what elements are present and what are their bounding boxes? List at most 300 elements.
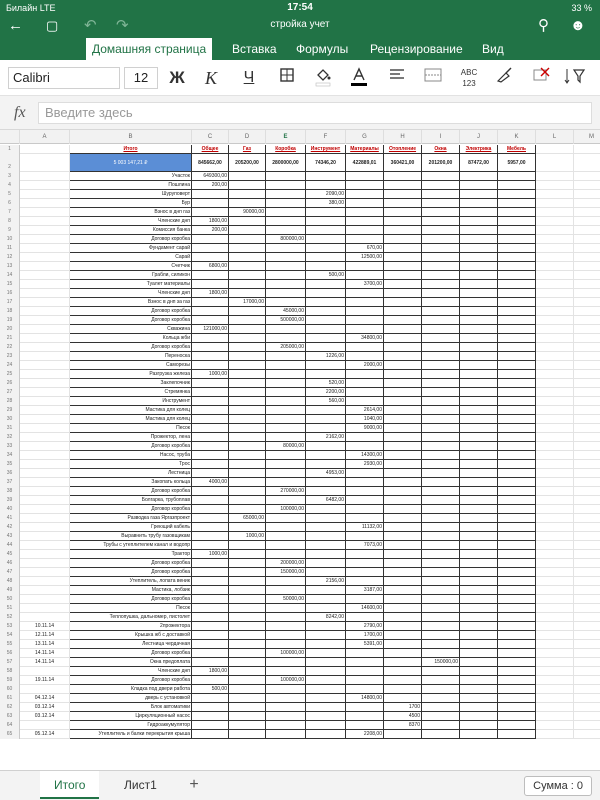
cell-m[interactable] — [574, 649, 600, 658]
cell-a[interactable] — [20, 262, 70, 271]
cell-k[interactable] — [498, 658, 536, 667]
cell-i[interactable] — [422, 532, 460, 541]
cell-k[interactable] — [498, 667, 536, 676]
cell-m[interactable] — [574, 307, 600, 316]
cell-k[interactable] — [498, 685, 536, 694]
share-icon[interactable]: ▢ — [46, 18, 59, 33]
cell-d[interactable] — [229, 253, 266, 262]
cell-e[interactable] — [266, 523, 306, 532]
cell-l[interactable] — [536, 685, 574, 694]
cell-m[interactable] — [574, 289, 600, 298]
cell-f[interactable] — [306, 334, 346, 343]
cell-h[interactable] — [384, 577, 422, 586]
cell-e[interactable] — [266, 496, 306, 505]
cell-b[interactable]: Договор коробка — [70, 595, 192, 604]
cell-e[interactable] — [266, 262, 306, 271]
cell-c[interactable]: 1000,00 — [192, 370, 229, 379]
cell-h[interactable] — [384, 334, 422, 343]
header-cell-g[interactable]: Материалы — [346, 145, 384, 154]
cell-k[interactable] — [498, 496, 536, 505]
cell-k[interactable] — [498, 289, 536, 298]
row-number[interactable]: 11 — [0, 244, 20, 253]
cell-g[interactable] — [346, 649, 384, 658]
cell-i[interactable] — [422, 226, 460, 235]
cell-l[interactable] — [536, 721, 574, 730]
cell-b[interactable]: Песок — [70, 424, 192, 433]
cell-i[interactable] — [422, 523, 460, 532]
cell-j[interactable] — [460, 244, 498, 253]
cell-e[interactable] — [266, 604, 306, 613]
cell-g[interactable] — [346, 271, 384, 280]
cell-d[interactable] — [229, 415, 266, 424]
cell-h[interactable] — [384, 595, 422, 604]
column-header-i[interactable]: I — [422, 130, 460, 144]
cell-f[interactable] — [306, 685, 346, 694]
cell-c[interactable]: 121000,00 — [192, 325, 229, 334]
cell-d[interactable] — [229, 730, 266, 739]
cell-i[interactable] — [422, 289, 460, 298]
cell-h[interactable] — [384, 487, 422, 496]
cell-e[interactable] — [266, 424, 306, 433]
cell-l[interactable] — [536, 343, 574, 352]
cell-d[interactable] — [229, 442, 266, 451]
cell-m[interactable] — [574, 730, 600, 739]
cell-f[interactable] — [306, 667, 346, 676]
row-number[interactable]: 54 — [0, 631, 20, 640]
cell-i[interactable] — [422, 199, 460, 208]
row-number[interactable]: 4 — [0, 181, 20, 190]
cell-a[interactable] — [20, 496, 70, 505]
cell-d[interactable]: 90000,00 — [229, 208, 266, 217]
cell-e[interactable]: 45000,00 — [266, 307, 306, 316]
cell-l[interactable] — [536, 712, 574, 721]
cell-e[interactable] — [266, 712, 306, 721]
cell-c[interactable] — [192, 316, 229, 325]
cell-m[interactable] — [574, 352, 600, 361]
cell-l[interactable] — [536, 514, 574, 523]
cell-e[interactable]: 200000,00 — [266, 559, 306, 568]
cell-f[interactable] — [306, 478, 346, 487]
cell-a[interactable] — [20, 226, 70, 235]
cell-d[interactable]: 65000,00 — [229, 514, 266, 523]
cell-e[interactable]: 100000,00 — [266, 505, 306, 514]
cell-j[interactable] — [460, 379, 498, 388]
cell-g[interactable]: 2930,00 — [346, 460, 384, 469]
row-number[interactable]: 60 — [0, 685, 20, 694]
cell-b[interactable]: Закопать кольца — [70, 478, 192, 487]
cell-b[interactable]: Греющий кабель — [70, 523, 192, 532]
cell-d[interactable] — [229, 181, 266, 190]
cell-h[interactable] — [384, 208, 422, 217]
row-number[interactable]: 57 — [0, 658, 20, 667]
cell-l[interactable] — [536, 217, 574, 226]
cell-a[interactable]: 03.12.14 — [20, 712, 70, 721]
cell-h[interactable] — [384, 550, 422, 559]
cell-k[interactable] — [498, 253, 536, 262]
row-number[interactable]: 38 — [0, 487, 20, 496]
cell-k[interactable] — [498, 361, 536, 370]
cell-a[interactable]: 13.11.14 — [20, 640, 70, 649]
cell-j[interactable] — [460, 532, 498, 541]
cell-a[interactable] — [20, 559, 70, 568]
cell-b[interactable]: Насос, труба — [70, 451, 192, 460]
cell-l[interactable] — [536, 487, 574, 496]
row-number[interactable]: 9 — [0, 226, 20, 235]
cell-a[interactable] — [20, 532, 70, 541]
cell-a[interactable] — [20, 172, 70, 181]
total-cell-h[interactable]: 360421,00 — [384, 154, 422, 172]
cell-c[interactable] — [192, 649, 229, 658]
cell-m[interactable] — [574, 532, 600, 541]
cell-f[interactable] — [306, 712, 346, 721]
cell-g[interactable] — [346, 298, 384, 307]
sheet-tab-itogo[interactable]: Итого — [40, 771, 99, 799]
cell-j[interactable] — [460, 217, 498, 226]
cell-m[interactable] — [574, 334, 600, 343]
total-cell-f[interactable]: 74346,20 — [306, 154, 346, 172]
cell-b[interactable]: Шуруповерт — [70, 190, 192, 199]
cell-g[interactable]: 3700,00 — [346, 280, 384, 289]
cell-c[interactable]: 500,00 — [192, 685, 229, 694]
cell-i[interactable] — [422, 703, 460, 712]
cell-e[interactable] — [266, 190, 306, 199]
cell-j[interactable] — [460, 451, 498, 460]
cell-a[interactable] — [20, 325, 70, 334]
cell-l[interactable] — [536, 595, 574, 604]
cell-e[interactable] — [266, 271, 306, 280]
cell-d[interactable] — [229, 307, 266, 316]
cell-e[interactable] — [266, 199, 306, 208]
cell-j[interactable] — [460, 514, 498, 523]
cell-k[interactable] — [498, 604, 536, 613]
cell-l[interactable] — [536, 577, 574, 586]
cell-l[interactable] — [536, 586, 574, 595]
cell-e[interactable] — [266, 388, 306, 397]
row-number[interactable]: 34 — [0, 451, 20, 460]
cell-j[interactable] — [460, 190, 498, 199]
cell-l[interactable] — [536, 208, 574, 217]
cell-i[interactable] — [422, 649, 460, 658]
cell-h[interactable] — [384, 523, 422, 532]
cell-k[interactable] — [498, 226, 536, 235]
cell-g[interactable]: 2790,00 — [346, 622, 384, 631]
cell-l[interactable] — [536, 649, 574, 658]
cell-h[interactable] — [384, 379, 422, 388]
cell-d[interactable] — [229, 217, 266, 226]
cell-l[interactable] — [536, 244, 574, 253]
cell-j[interactable] — [460, 424, 498, 433]
cell-d[interactable] — [229, 424, 266, 433]
cell-f[interactable] — [306, 568, 346, 577]
cell-j[interactable] — [460, 316, 498, 325]
cell-j[interactable] — [460, 730, 498, 739]
cell-l[interactable] — [536, 235, 574, 244]
cell-b[interactable]: Договор коробка — [70, 487, 192, 496]
cell-e[interactable] — [266, 253, 306, 262]
cell-i[interactable] — [422, 577, 460, 586]
cell-j[interactable] — [460, 280, 498, 289]
cell-k[interactable] — [498, 640, 536, 649]
cell-l[interactable] — [536, 379, 574, 388]
cell-l[interactable] — [536, 631, 574, 640]
cell-i[interactable] — [422, 424, 460, 433]
cell-e[interactable] — [266, 280, 306, 289]
cell-m[interactable] — [574, 145, 600, 154]
cell-i[interactable] — [422, 208, 460, 217]
cell-c[interactable] — [192, 568, 229, 577]
cell-c[interactable] — [192, 235, 229, 244]
cell-b[interactable]: Договор коробка — [70, 442, 192, 451]
total-cell-d[interactable]: 205200,00 — [229, 154, 266, 172]
cell-h[interactable] — [384, 685, 422, 694]
cell-h[interactable] — [384, 352, 422, 361]
row-number[interactable]: 37 — [0, 478, 20, 487]
cell-i[interactable] — [422, 343, 460, 352]
row-number[interactable]: 36 — [0, 469, 20, 478]
row-number[interactable]: 18 — [0, 307, 20, 316]
cell-i[interactable] — [422, 325, 460, 334]
cell-b[interactable]: Утеплитель и балки перекрытия крыша — [70, 730, 192, 739]
cell-h[interactable] — [384, 307, 422, 316]
cell-l[interactable] — [536, 496, 574, 505]
cell-a[interactable] — [20, 586, 70, 595]
cell-a[interactable] — [20, 667, 70, 676]
cell-m[interactable] — [574, 361, 600, 370]
cell-h[interactable] — [384, 415, 422, 424]
cell-b[interactable]: Скважина — [70, 325, 192, 334]
cell-l[interactable] — [536, 271, 574, 280]
cell-c[interactable] — [192, 379, 229, 388]
cell-m[interactable] — [574, 343, 600, 352]
cell-d[interactable] — [229, 712, 266, 721]
cell-e[interactable] — [266, 298, 306, 307]
cell-k[interactable] — [498, 622, 536, 631]
cell-l[interactable] — [536, 316, 574, 325]
cell-d[interactable] — [229, 172, 266, 181]
cell-l[interactable] — [536, 199, 574, 208]
cell-j[interactable] — [460, 604, 498, 613]
cell-k[interactable] — [498, 406, 536, 415]
row-number[interactable]: 62 — [0, 703, 20, 712]
total-cell-i[interactable]: 201200,00 — [422, 154, 460, 172]
cell-j[interactable] — [460, 676, 498, 685]
cell-a[interactable] — [20, 289, 70, 298]
cell-b[interactable]: Договор коробка — [70, 568, 192, 577]
cell-d[interactable] — [229, 577, 266, 586]
cell-g[interactable] — [346, 676, 384, 685]
cell-k[interactable] — [498, 568, 536, 577]
cell-g[interactable]: 12500,00 — [346, 253, 384, 262]
cell-m[interactable] — [574, 604, 600, 613]
cell-b[interactable]: Заклепочник — [70, 379, 192, 388]
cell-h[interactable] — [384, 532, 422, 541]
cell-c[interactable] — [192, 658, 229, 667]
cell-f[interactable]: 560,00 — [306, 397, 346, 406]
cell-j[interactable] — [460, 262, 498, 271]
cell-g[interactable] — [346, 217, 384, 226]
cell-a[interactable] — [20, 190, 70, 199]
cell-e[interactable] — [266, 181, 306, 190]
cell-a[interactable] — [20, 595, 70, 604]
cell-f[interactable] — [306, 298, 346, 307]
cell-k[interactable] — [498, 235, 536, 244]
cell-f[interactable] — [306, 676, 346, 685]
cell-f[interactable] — [306, 694, 346, 703]
cell-k[interactable] — [498, 550, 536, 559]
cell-l[interactable] — [536, 730, 574, 739]
cell-i[interactable] — [422, 685, 460, 694]
cell-g[interactable] — [346, 172, 384, 181]
row-number[interactable]: 52 — [0, 613, 20, 622]
cell-a[interactable] — [20, 352, 70, 361]
cell-k[interactable] — [498, 415, 536, 424]
cell-f[interactable] — [306, 235, 346, 244]
cell-j[interactable] — [460, 541, 498, 550]
cell-k[interactable] — [498, 649, 536, 658]
cell-e[interactable] — [266, 469, 306, 478]
row-number[interactable]: 39 — [0, 496, 20, 505]
cell-j[interactable] — [460, 505, 498, 514]
cell-k[interactable] — [498, 577, 536, 586]
cell-i[interactable] — [422, 379, 460, 388]
cell-i[interactable] — [422, 712, 460, 721]
cell-l[interactable] — [536, 658, 574, 667]
sort-filter-button[interactable] — [562, 67, 588, 89]
cell-c[interactable] — [192, 352, 229, 361]
cell-l[interactable] — [536, 370, 574, 379]
cell-e[interactable]: 80000,00 — [266, 442, 306, 451]
cell-a[interactable] — [20, 505, 70, 514]
cell-i[interactable] — [422, 487, 460, 496]
cell-a[interactable] — [20, 613, 70, 622]
cell-d[interactable] — [229, 433, 266, 442]
cell-c[interactable] — [192, 640, 229, 649]
cell-g[interactable] — [346, 388, 384, 397]
cell-c[interactable] — [192, 334, 229, 343]
cell-f[interactable]: 6482,00 — [306, 496, 346, 505]
cell-i[interactable] — [422, 595, 460, 604]
cell-h[interactable] — [384, 262, 422, 271]
cell-m[interactable] — [574, 316, 600, 325]
cell-k[interactable] — [498, 325, 536, 334]
cell-c[interactable] — [192, 280, 229, 289]
row-number[interactable]: 41 — [0, 514, 20, 523]
cell-k[interactable] — [498, 505, 536, 514]
cell-i[interactable] — [422, 262, 460, 271]
cell-b[interactable]: Стремянка — [70, 388, 192, 397]
cell-f[interactable] — [306, 406, 346, 415]
cell-k[interactable] — [498, 172, 536, 181]
cell-i[interactable] — [422, 694, 460, 703]
column-header-a[interactable]: A — [20, 130, 70, 144]
row-number[interactable]: 25 — [0, 370, 20, 379]
cell-c[interactable] — [192, 388, 229, 397]
cell-m[interactable] — [574, 298, 600, 307]
cell-g[interactable]: 5391,00 — [346, 640, 384, 649]
cell-e[interactable] — [266, 244, 306, 253]
cell-i[interactable] — [422, 397, 460, 406]
cell-g[interactable]: 14300,00 — [346, 451, 384, 460]
row-number[interactable]: 17 — [0, 298, 20, 307]
cell-l[interactable] — [536, 550, 574, 559]
cell-k[interactable] — [498, 487, 536, 496]
cell-j[interactable] — [460, 370, 498, 379]
cell-c[interactable] — [192, 577, 229, 586]
cell-f[interactable] — [306, 550, 346, 559]
cell-g[interactable] — [346, 721, 384, 730]
cell-g[interactable] — [346, 478, 384, 487]
cell-j[interactable] — [460, 172, 498, 181]
row-number[interactable]: 10 — [0, 235, 20, 244]
cell-e[interactable] — [266, 460, 306, 469]
cell-e[interactable] — [266, 631, 306, 640]
cell-f[interactable] — [306, 253, 346, 262]
cell-h[interactable] — [384, 451, 422, 460]
cell-a[interactable] — [20, 523, 70, 532]
cell-e[interactable] — [266, 361, 306, 370]
cell-a[interactable] — [20, 280, 70, 289]
cell-b[interactable]: Взнос в днп за газ — [70, 298, 192, 307]
row-number[interactable]: 31 — [0, 424, 20, 433]
cell-l[interactable] — [536, 334, 574, 343]
cell-j[interactable] — [460, 199, 498, 208]
cell-b[interactable]: Пошлина — [70, 181, 192, 190]
cell-b[interactable]: Гидроаккумулятор — [70, 721, 192, 730]
spreadsheet-grid[interactable] — [0, 130, 600, 770]
cell-e[interactable] — [266, 226, 306, 235]
cell-e[interactable]: 800000,00 — [266, 235, 306, 244]
cell-e[interactable]: 100000,00 — [266, 676, 306, 685]
header-cell-k[interactable]: Мебель — [498, 145, 536, 154]
cell-k[interactable] — [498, 631, 536, 640]
cell-l[interactable] — [536, 442, 574, 451]
cell-m[interactable] — [574, 523, 600, 532]
cell-h[interactable] — [384, 460, 422, 469]
cell-c[interactable] — [192, 541, 229, 550]
row-number[interactable]: 48 — [0, 577, 20, 586]
cell-g[interactable] — [346, 181, 384, 190]
cell-k[interactable] — [498, 379, 536, 388]
cell-j[interactable] — [460, 343, 498, 352]
cell-h[interactable] — [384, 559, 422, 568]
cell-e[interactable] — [266, 379, 306, 388]
cell-g[interactable] — [346, 352, 384, 361]
cell-l[interactable] — [536, 325, 574, 334]
cell-k[interactable] — [498, 586, 536, 595]
cell-g[interactable] — [346, 235, 384, 244]
cell-e[interactable]: 150000,00 — [266, 568, 306, 577]
cell-k[interactable] — [498, 388, 536, 397]
tab-view[interactable]: Вид — [482, 42, 504, 56]
cell-m[interactable] — [574, 460, 600, 469]
cell-m[interactable] — [574, 325, 600, 334]
cell-j[interactable] — [460, 667, 498, 676]
cell-f[interactable] — [306, 316, 346, 325]
cell-i[interactable] — [422, 550, 460, 559]
cell-l[interactable] — [536, 523, 574, 532]
cell-k[interactable] — [498, 541, 536, 550]
cell-e[interactable] — [266, 577, 306, 586]
cell-f[interactable] — [306, 586, 346, 595]
cell-b[interactable]: Трактор — [70, 550, 192, 559]
cell-e[interactable]: 100000,00 — [266, 649, 306, 658]
cell-a[interactable] — [20, 343, 70, 352]
cell-i[interactable] — [422, 334, 460, 343]
cell-g[interactable] — [346, 568, 384, 577]
cell-i[interactable] — [422, 442, 460, 451]
cell-j[interactable] — [460, 325, 498, 334]
cell-d[interactable] — [229, 694, 266, 703]
